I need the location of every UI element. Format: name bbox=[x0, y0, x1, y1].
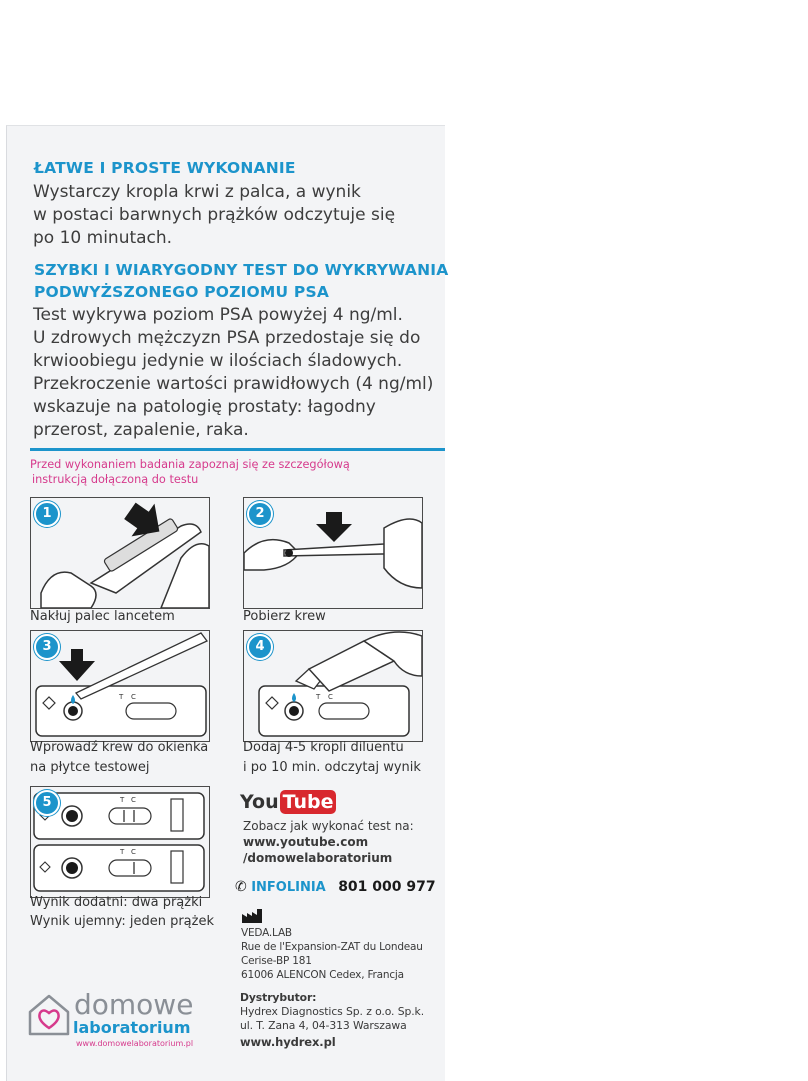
divider bbox=[30, 448, 445, 451]
youtube-logo[interactable] bbox=[240, 790, 336, 814]
result-caption: Wynik dodatni: dwa prążki bbox=[30, 895, 203, 910]
notice-line: Przed wykonaniem badania zapoznaj się ze szczegółową bbox=[30, 458, 350, 471]
manufacturer-line: 61006 ALENCON Cedex, Francja bbox=[241, 969, 404, 981]
section-heading: PODWYŻSZONEGO POZIOMU PSA bbox=[34, 283, 330, 301]
youtube-text bbox=[243, 818, 414, 866]
distributor-website[interactable]: www.hydrex.pl bbox=[240, 1035, 336, 1049]
step-number: 4 bbox=[247, 634, 273, 660]
manufacturer-line: Cerise-BP 181 bbox=[241, 955, 312, 967]
infoline-label: INFOLINIA bbox=[251, 880, 326, 895]
cassette-c-label: C bbox=[131, 848, 136, 856]
section-text-line: Przekroczenie wartości prawidłowych (4 ng/ml) bbox=[33, 374, 434, 394]
section-text-line: w postaci barwnych prążków odczytuje się bbox=[33, 205, 396, 225]
step-5-illustration bbox=[30, 786, 210, 898]
youtube-logo-tube: Tube bbox=[280, 790, 337, 814]
distributor-label: Dystrybutor: bbox=[240, 991, 317, 1004]
step-caption: Wprowadź krew do okienka bbox=[30, 740, 209, 755]
cassette-t-label: T bbox=[119, 693, 124, 701]
step-caption: Dodaj 4-5 kropli diluentu bbox=[243, 740, 404, 755]
distributor-line: ul. T. Zana 4, 04-313 Warszawa bbox=[240, 1019, 407, 1032]
step-caption: i po 10 min. odczytaj wynik bbox=[243, 760, 421, 775]
section-text-line: krwioobiegu jedynie w ilościach śladowych. bbox=[33, 351, 403, 371]
step-number: 3 bbox=[34, 634, 60, 660]
cassette-c-label: C bbox=[131, 693, 136, 701]
step-number: 5 bbox=[34, 790, 60, 816]
youtube-line: Zobacz jak wykonać test na: bbox=[243, 819, 414, 833]
brand-name-line1: domowe bbox=[74, 988, 194, 1021]
result-caption: Wynik ujemny: jeden prążek bbox=[30, 914, 214, 929]
step-caption: Pobierz krew bbox=[243, 609, 326, 624]
manufacturer-icon bbox=[241, 908, 263, 924]
section-heading: ŁATWE I PROSTE WYKONANIE bbox=[34, 159, 296, 177]
cassette-t-label: T bbox=[316, 693, 321, 701]
manufacturer-line: Rue de l'Expansion-ZAT du Londeau bbox=[241, 941, 423, 953]
instruction-notice bbox=[30, 457, 390, 487]
infoline[interactable] bbox=[235, 877, 436, 898]
manufacturer-line: VEDA.LAB bbox=[241, 927, 292, 939]
youtube-url[interactable]: www.youtube.com bbox=[243, 835, 369, 849]
distributor-block bbox=[240, 991, 424, 1049]
cassette-c-label: C bbox=[328, 693, 333, 701]
notice-line: instrukcją dołączoną do testu bbox=[32, 473, 199, 486]
brand-url[interactable]: www.domowelaboratorium.pl bbox=[76, 1039, 194, 1048]
section-text-line: Test wykrywa poziom PSA powyżej 4 ng/ml. bbox=[33, 305, 403, 325]
step-3-illustration bbox=[30, 630, 210, 742]
youtube-channel[interactable]: /domowelaboratorium bbox=[243, 851, 393, 865]
cassette-t-label: T bbox=[120, 796, 125, 804]
youtube-logo-you: You bbox=[240, 791, 279, 813]
manufacturer-address bbox=[241, 926, 423, 982]
section-heading: SZYBKI I WIARYGODNY TEST DO WYKRYWANIA bbox=[34, 261, 449, 279]
distributor-line: Hydrex Diagnostics Sp. z o.o. Sp.k. bbox=[240, 1005, 425, 1018]
step-number: 2 bbox=[247, 501, 273, 527]
step-1-illustration bbox=[30, 497, 210, 609]
section-text-line: przerost, zapalenie, raka. bbox=[33, 420, 249, 440]
house-heart-icon bbox=[27, 992, 71, 1036]
phone-icon: ✆ bbox=[235, 879, 247, 895]
brand-name-line2: laboratorium bbox=[73, 1018, 191, 1037]
section-text-line: Wystarczy kropla krwi z palca, a wynik bbox=[33, 182, 361, 202]
step-4-illustration bbox=[243, 630, 423, 742]
cassette-t-label: T bbox=[120, 848, 125, 856]
step-2-illustration bbox=[243, 497, 423, 609]
section-text-line: po 10 minutach. bbox=[33, 228, 173, 248]
section-text-line: wskazuje na patologię prostaty: łagodny bbox=[33, 397, 376, 417]
section-text-line: U zdrowych mężczyzn PSA przedostaje się do bbox=[33, 328, 421, 348]
infoline-number: 801 000 977 bbox=[338, 879, 436, 895]
step-caption: Nakłuj palec lancetem bbox=[30, 609, 175, 624]
step-caption: na płytce testowej bbox=[30, 760, 150, 775]
cassette-c-label: C bbox=[131, 796, 136, 804]
step-number: 1 bbox=[34, 501, 60, 527]
